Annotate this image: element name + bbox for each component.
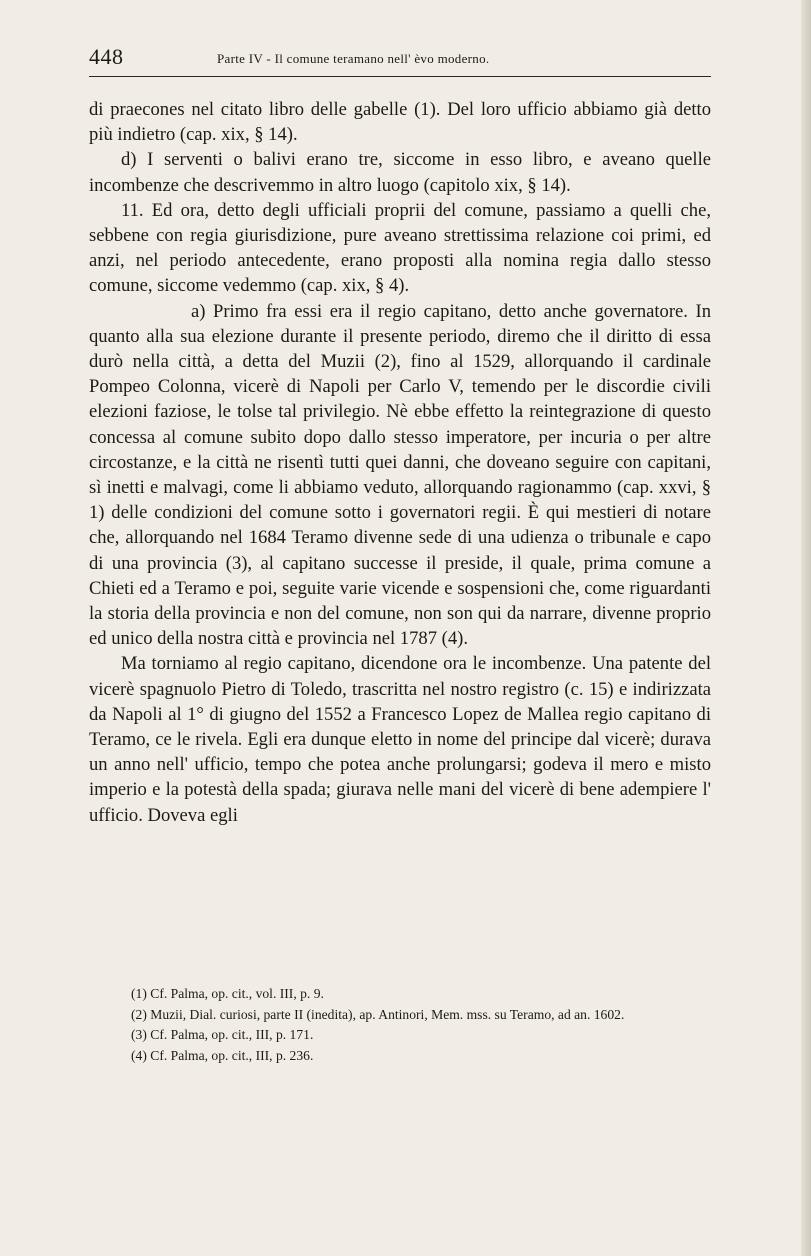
- paragraph-1: di praecones nel citato libro delle gabelle (1). Del loro ufficio abbiamo già detto più indietro (cap. xix, § 14).: [89, 99, 711, 146]
- paragraph-5: Ma torniamo al regio capitano, dicendone ora le incombenze. Una patente del vicerè spagnuolo Pietro di Toledo, trascritta nel nostro registro (c. 15) e indirizzata da Napoli al 1° di giugno del 1552 a Francesco Lopez de Mallea regio capitano di Teramo, ce le rivela. Egli era dunque eletto in nome del principe dal vicerè; durava un anno nell' ufficio, tempo che potea anche prolungarsi; godeva il mero e misto imperio e la potestà della spada; giurava nelle mani del vicerè di bene adempiere l' ufficio. Doveva egli: [89, 653, 711, 826]
- footnote-2: (2) Muzii, Dial. curiosi, parte II (inedita), ap. Antinori, Mem. mss. su Teramo, ad an. 1602.: [131, 1006, 625, 1022]
- paragraph-4: a) Primo fra essi era il regio capitano, detto anche governatore. In quanto alla sua elezione durante il presente periodo, diremo che il diritto di essa durò nella città, a detta del Muzii (2), fino al 1529, allorquando il cardinale Pompeo Colonna, vicerè di Napoli per Carlo V, temendo per le discordie civili elezioni faziose, le tolse tal privilegio. Nè ebbe effetto la reintegrazione di questo concessa al comune subito dopo dallo stesso imperatore, per incuria o per altre circostanze, e la città ne risentì tutti quei danni, che doveano seguire con capitani, sì inetti e malvagi, come li abbiamo veduto, allorquando ragionammo (cap. xxvi, § 1) delle condizioni del comune sotto i governatori regii. È qui mestieri di notare che, allorquando nel 1684 Teramo divenne sede di una udienza o tribunale e capo di una provincia (3), al capitano successe il preside, il quale, prima comune a Chieti ed a Teramo e poi, seguite varie vicende e sospensioni che, come riguardanti la storia della provincia e non del comune, non son qui da narrare, divenne proprio ed unico della nostra città e provincia nel 1787 (4).: [89, 300, 711, 650]
- paragraph-3: 11. Ed ora, detto degli ufficiali proprii del comune, passiamo a quelli che, sebbene con regia giurisdizione, pure aveano strettissima relazione coi primi, ed anzi, nel periodo antecedente, erano proposti alla nomina regia dallo stesso comune, siccome vedemmo (cap. xix, § 4).: [89, 199, 711, 297]
- main-text: [89, 97, 711, 828]
- page-header: [89, 42, 711, 77]
- footnote-3: (3) Cf. Palma, op. cit., III, p. 171.: [131, 1027, 314, 1042]
- footnote-1: (1) Cf. Palma, op. cit., vol. III, p. 9.: [131, 986, 324, 1001]
- footnote-4: (4) Cf. Palma, op. cit., III, p. 236.: [131, 1047, 314, 1063]
- page-edge-shadow: [801, 0, 811, 1256]
- running-head: Parte IV - Il comune teramano nell' èvo moderno.: [217, 51, 490, 66]
- footnotes: [89, 984, 711, 1066]
- page-number: 448: [89, 44, 124, 69]
- paragraph-2: d) I serventi o balivi erano tre, siccome in esso libro, e aveano quelle incombenze che descrivemmo in altro luogo (capitolo xix, § 14).: [89, 149, 711, 196]
